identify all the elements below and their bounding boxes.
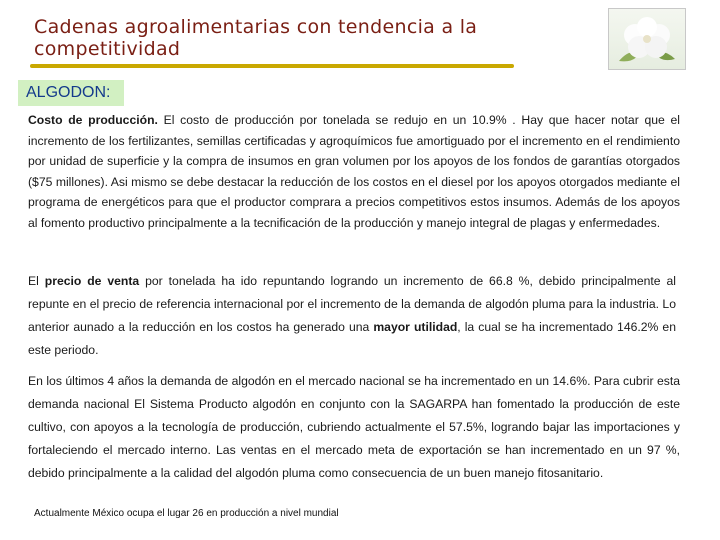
sale-price-suffix: , la cual se ha incrementado 146.2% en este periodo. xyxy=(28,320,676,357)
paragraph-production-cost xyxy=(28,110,680,233)
cotton-flower-image xyxy=(608,8,686,70)
sale-price-prefix: El xyxy=(28,274,45,288)
production-cost-lead: Costo de producción. xyxy=(28,113,158,127)
production-cost-text: El costo de producción por tonelada se redujo en un 10.9% . Hay que hacer notar que el incremento de los fertilizantes, semillas certificadas y agroquímicos fue amortiguado por el incremento en el rendimiento por unidad de superficie y la compra de insumos en gran volumen por los apoyos de los fondos de garantías otorgados ($75 millones). Asi mismo se debe destacar la reducción de los costos en el diesel por los apoyos otorgados mediante el programa de energéticos para que el productor comprara a precios competitivos estos insumos. Además de los apoyos al fomento productivo principalmente a la tecnificación de la producción y manejo integral de plagas y enfermedades. xyxy=(28,113,681,230)
cotton-boll-icon xyxy=(609,9,685,69)
sale-price-bold: precio de venta xyxy=(44,274,140,288)
paragraph-sale-price xyxy=(28,270,676,362)
slide-title: Cadenas agroalimentarias con tendencia a la competitividad xyxy=(34,16,478,60)
paragraph-national-demand: En los últimos 4 años la demanda de algodón en el mercado nacional se ha incrementado en un 14.6%. Para cubrir esta demanda nacional El Sistema Producto algodón en conjunto con la SAGARPA han fomentado la producción de este cultivo, con apoyos a la tecnología de producción, cubriendo actualmente el 57.5%, logrando bajar las importaciones y fortaleciendo el mercado interno. Las ventas en el mercado meta de exportación se han incrementado en un 97 %, debido principalmente a la calidad del algodón pluma como consecuencia de un buen manejo fitosanitario. xyxy=(28,374,680,480)
higher-profit-bold: mayor utilidad xyxy=(373,320,458,334)
footnote: Actualmente México ocupa el lugar 26 en producción a nivel mundial xyxy=(34,508,339,519)
sale-price-text: por tonelada ha ido repuntando logrando un incremento de 66.8 %, debido principalmente al repunte en el precio de referencia internacional por el incremento de la demanda de algodón pluma para la industria. Lo anterior aunado a la reducción en los costos ha generado una xyxy=(28,274,676,334)
section-label-colon: : xyxy=(106,84,111,101)
section-label-text: ALGODON xyxy=(26,84,107,101)
title-underline xyxy=(30,64,514,68)
section-label xyxy=(18,80,124,106)
